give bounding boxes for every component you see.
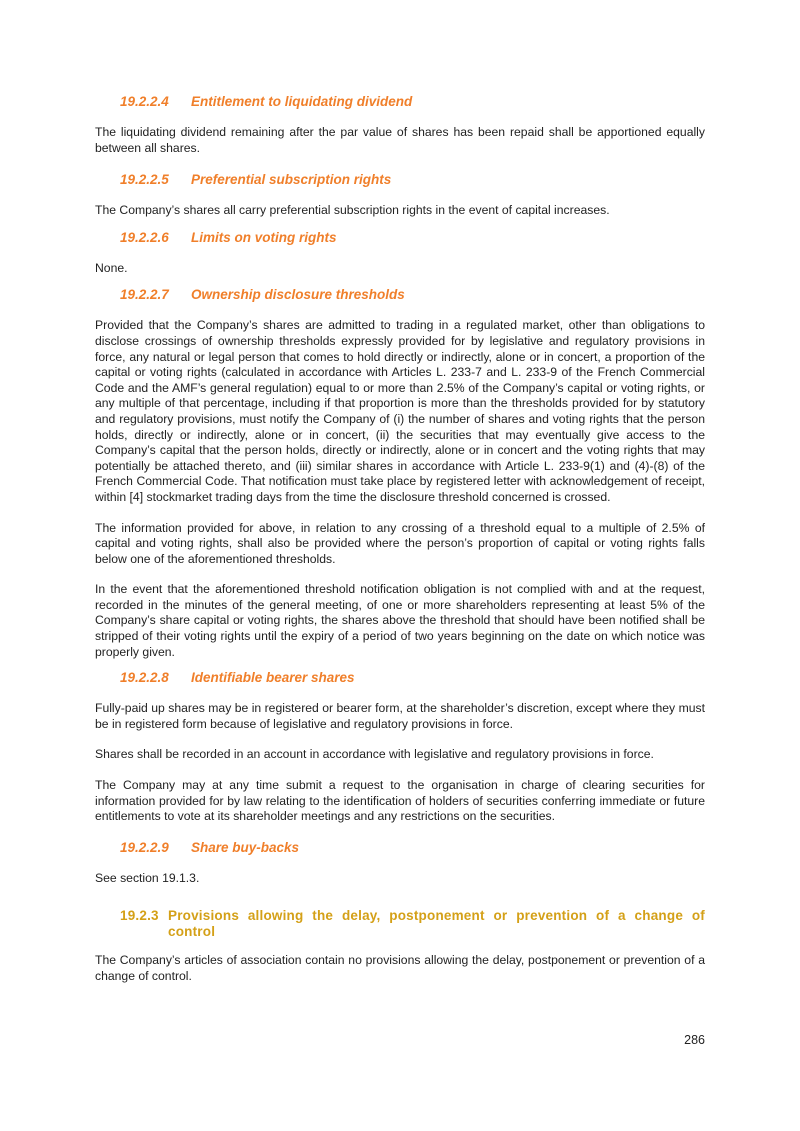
page-content (95, 93, 705, 992)
section-heading-19-2-2-5 (120, 171, 705, 189)
section-heading-19-2-2-9 (120, 839, 705, 857)
section-number: 19.2.2.9 (120, 839, 169, 855)
section-paragraph: See section 19.1.3. (95, 870, 200, 885)
section-heading-19-2-2-6 (120, 229, 705, 247)
section-paragraph: The Company may at any time submit a request to the organisation in charge of clearing securities for information provided for by law relating to the identification of holders of securities conferring immediate or future entitlements to vote at its shareholder meetings and any restrictions on the securities. (95, 778, 705, 824)
page-number: 286 (684, 1033, 705, 1047)
section-paragraph: The Company’s shares all carry preferential subscription rights in the event of capital increases. (95, 203, 610, 218)
section-title: Share buy-backs (191, 839, 300, 855)
section-paragraph: None. (95, 260, 128, 275)
section-title: Entitlement to liquidating dividend (191, 94, 413, 109)
section-number: 19.2.2.8 (120, 670, 169, 686)
section-title: Limits on voting rights (191, 229, 337, 245)
section-heading-19-2-2-4 (120, 93, 705, 111)
section-title: Ownership disclosure thresholds (191, 287, 405, 303)
section-paragraph: In the event that the aforementioned threshold notification obligation is not complied with and at the request, recorded in the minutes of the general meeting, of one or more shareholders representing at least 5% of the Company’s share capital or voting rights, the shares above the threshold that should have been notified shall be stripped of their voting rights until the expiry of a period of two years beginning on the date on which notice was properly given. (95, 582, 705, 659)
section-heading-19-2-3 (120, 908, 705, 939)
section-paragraph: The Company’s articles of association contain no provisions allowing the delay, postponement or prevention of a change of control. (95, 953, 705, 983)
section-number: 19.2.2.5 (120, 172, 169, 188)
section-title: Identifiable bearer shares (191, 670, 355, 686)
section-number: 19.2.2.7 (120, 287, 169, 303)
section-number: 19.2.2.6 (120, 229, 169, 245)
section-heading-19-2-2-7 (120, 286, 705, 304)
section-title: Preferential subscription rights (191, 172, 392, 188)
section-paragraph: Fully-paid up shares may be in registered or bearer form, at the shareholder’s discretion, except where they must be in registered form because of legislative and regulatory provisions in force. (95, 701, 705, 731)
section-number: 19.2.2.4 (120, 94, 169, 109)
section-paragraph: The information provided for above, in relation to any crossing of a threshold equal to a multiple of 2.5% of capital and voting rights, shall also be provided where the person’s proportion of capital or voting rights falls below one of the aforementioned thresholds. (95, 520, 705, 566)
section-paragraph: The liquidating dividend remaining after the par value of shares has been repaid shall be apportioned equally between all shares. (95, 125, 705, 155)
section-number: 19.2.3 (120, 908, 159, 924)
section-heading-19-2-2-8 (120, 669, 705, 687)
section-title: Provisions allowing the delay, postponement or prevention of a change of control (168, 908, 705, 939)
section-paragraph: Provided that the Company’s shares are admitted to trading in a regulated market, other than obligations to disclose crossings of ownership thresholds expressly provided for by legislative and regulatory provisions in force, any natural or legal person that comes to hold directly or indirectly, alone or in concert, a proportion of the capital or voting rights (calculated in accordance with Articles L. 233-7 and L. 233-9 of the French Commercial Code and the AMF’s general regulation) equal to or more than 2.5% of the Company’s capital or voting rights, or any multiple of that percentage, including if that proportion is more than the thresholds provided for by statutory and regulatory provisions, must notify the Company of (i) the number of shares and voting rights that the person holds, directly or indirectly, alone or in concert, (ii) the securities that may eventually give access to the Company’s capital that the person holds, directly or indirectly, alone or in concert and the voting rights that may potentially be attached thereto, and (iii) similar shares in accordance with Article L. 233-9(1) and (4)-(8) of the French Commercial Code. That notification must take place by registered letter with acknowledgement of receipt, within [4] stockmarket trading days from the time the disclosure threshold concerned is crossed. (95, 318, 705, 504)
section-paragraph: Shares shall be recorded in an account in accordance with legislative and regulatory provisions in force. (95, 747, 654, 762)
